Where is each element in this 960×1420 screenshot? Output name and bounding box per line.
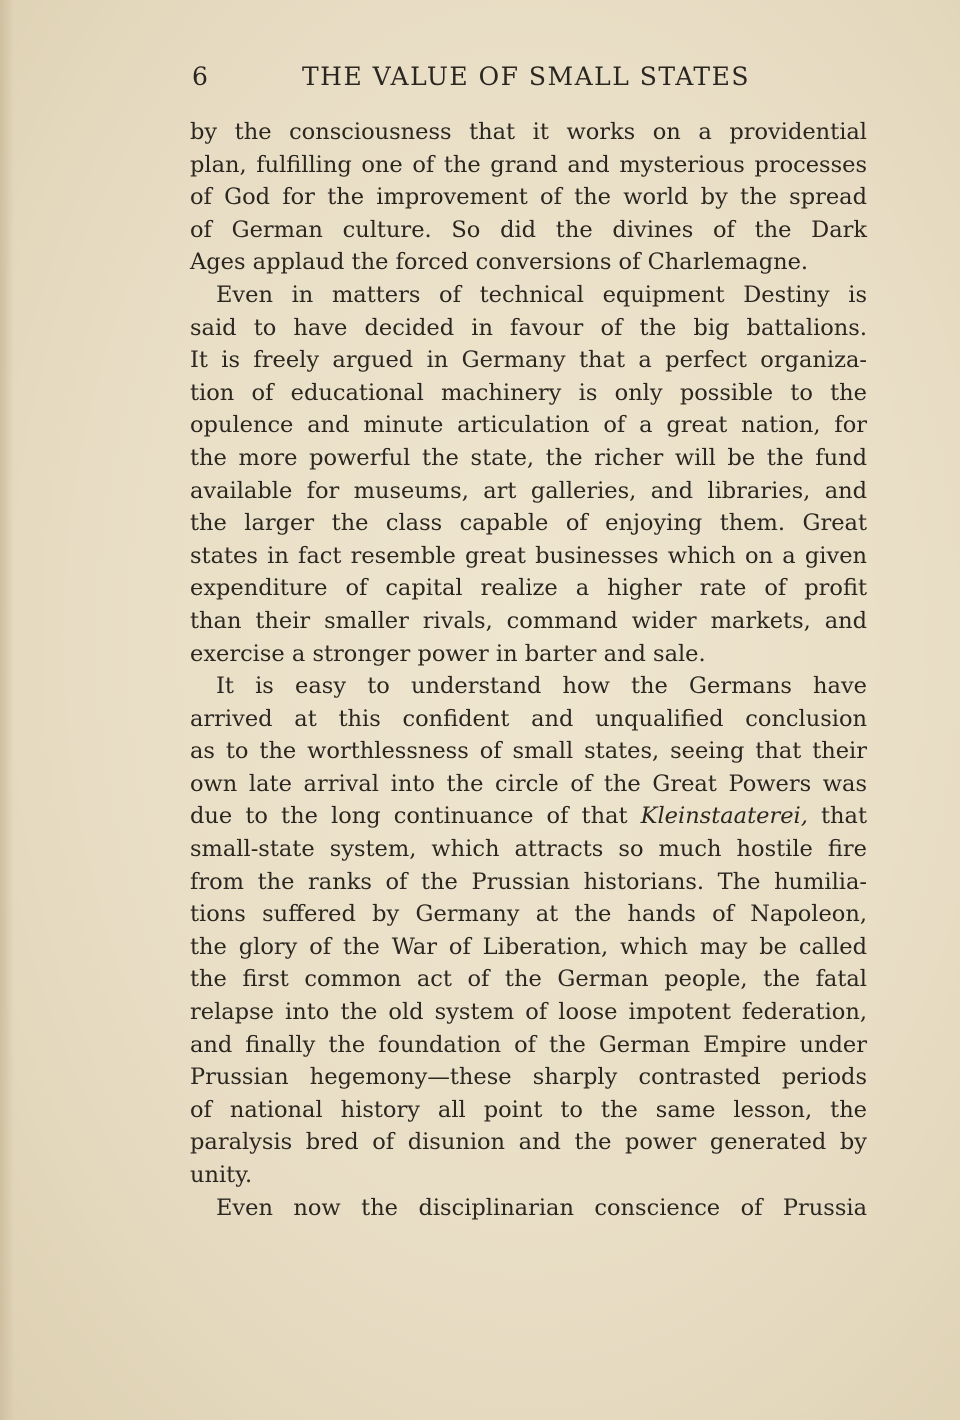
text-line: the first common act of the German people, the fatal [190, 966, 867, 993]
running-title: THE VALUE OF SMALL STATES [302, 62, 750, 91]
text-line: the glory of the War of Liberation, which may be called [190, 933, 867, 960]
text-line: exercise a stronger power in barter and sale. [190, 640, 706, 667]
text-line: small-state system, which attracts so much hostile fire [190, 836, 867, 863]
text-line-with-italic [190, 800, 867, 833]
text-line: own late arrival into the circle of the Great Powers was [190, 770, 867, 797]
paragraph-start-line: It is easy to understand how the Germans have [216, 673, 867, 700]
running-head [190, 62, 860, 102]
text-line: said to have decided in favour of the big battalions. [190, 314, 867, 341]
text-line: arrived at this confident and unqualified conclusion [190, 705, 867, 732]
text-line: expenditure of capital realize a higher rate of profit [190, 575, 867, 602]
italic-term: Kleinstaaterei, [640, 803, 808, 830]
text-line: available for museums, art galleries, and libraries, and [190, 477, 867, 504]
text-segment: that [821, 803, 867, 830]
text-line: as to the worthlessness of small states, seeing that their [190, 738, 867, 765]
page-number: 6 [192, 62, 209, 91]
text-line: tion of educational machinery is only possible to the [190, 379, 867, 406]
text-line: of God for the improvement of the world by the spread [190, 184, 867, 211]
text-line: than their smaller rivals, command wider markets, and [190, 607, 867, 634]
text-line: paralysis bred of disunion and the power generated by [190, 1129, 867, 1156]
text-line: Prussian hegemony—these sharply contrasted periods [190, 1064, 867, 1091]
text-line: of German culture. So did the divines of the Dark [190, 216, 867, 243]
text-line: the more powerful the state, the richer will be the fund [190, 444, 867, 471]
paragraph-start-line: Even now the disciplinarian conscience of Prussia [216, 1194, 867, 1221]
page-edge-shadow [0, 0, 14, 1420]
text-line: plan, fulfilling one of the grand and mysterious processes [190, 151, 867, 178]
text-line: from the ranks of the Prussian historians. The humilia- [190, 868, 867, 895]
text-line: Ages applaud the forced conversions of Charlemagne. [190, 249, 809, 276]
paragraph-start-line: Even in matters of technical equipment Destiny is [216, 281, 867, 308]
text-line: opulence and minute articulation of a great nation, for [190, 412, 867, 439]
body-text [190, 116, 867, 1224]
text-line: of national history all point to the same lesson, the [190, 1096, 867, 1123]
text-line: tions suffered by Germany at the hands of Napoleon, [190, 901, 867, 928]
text-line: the larger the class capable of enjoying them. Great [190, 510, 867, 537]
text-line: states in fact resemble great businesses which on a given [190, 542, 867, 569]
text-line: unity. [190, 1162, 253, 1188]
text-line: It is freely argued in Germany that a perfect organiza- [190, 347, 867, 374]
text-line: and finally the foundation of the German Empire under [190, 1031, 867, 1058]
text-line: by the consciousness that it works on a providential [190, 119, 867, 145]
text-segment: due to the long continuance of that [190, 803, 628, 830]
text-line: relapse into the old system of loose impotent federation, [190, 999, 867, 1026]
